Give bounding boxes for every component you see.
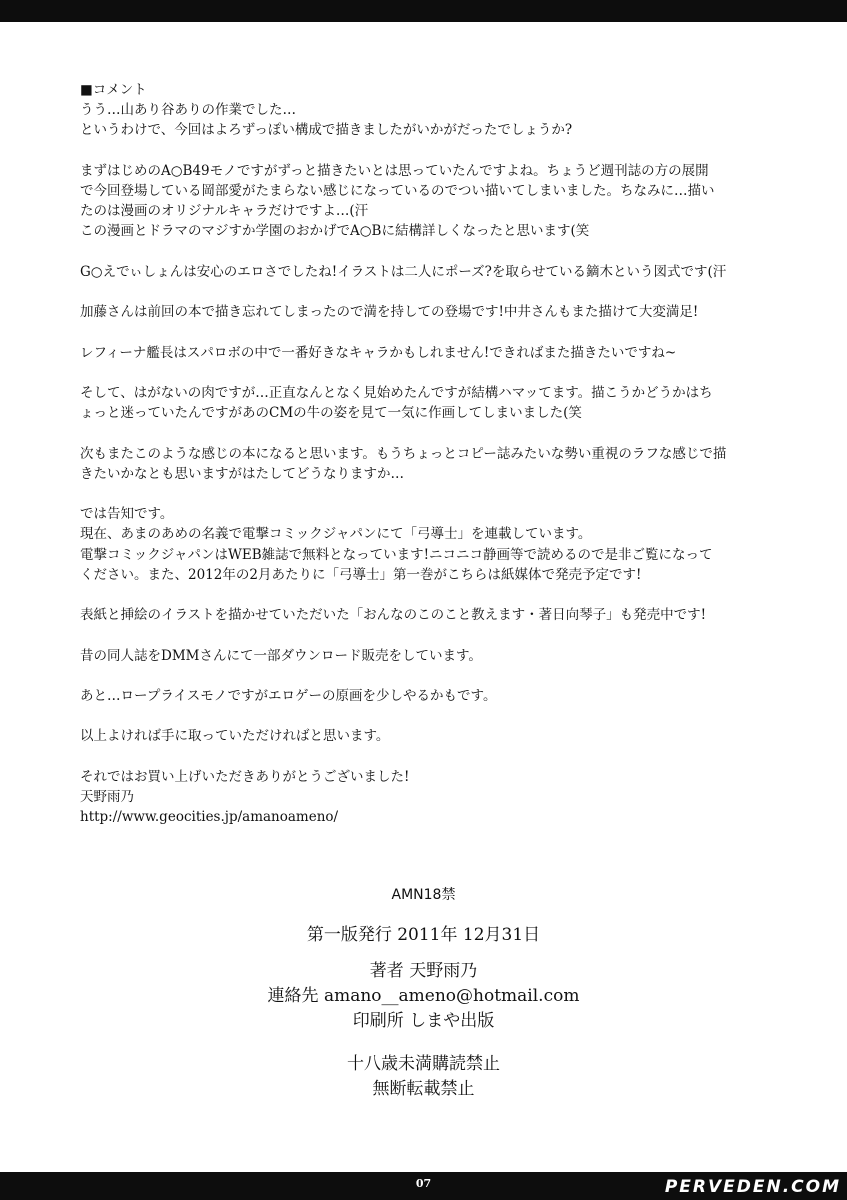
comment-line: レフィーナ艦長はスパロボの中で一番好きなキャラかもしれません!できればまた描きたいですね~ bbox=[80, 344, 677, 361]
reprint-warning: 無断転載禁止 bbox=[372, 1079, 475, 1099]
comment-line: この漫画とドラマのマジすか学園のおかげでA○Bに結構詳しくなったと思います(笑 bbox=[80, 223, 590, 240]
comment-line: というわけで、今回はよろずっぽい構成で描きましたがいかがだったでしょうか? bbox=[80, 122, 573, 139]
edition-date: 第一版発行 2011年 12月31日 bbox=[306, 925, 541, 945]
comment-line: 昔の同人誌をDMMさんにて一部ダウンロード販売をしています。 bbox=[80, 647, 482, 664]
comment-line: うう…山あり谷ありの作業でした… bbox=[80, 102, 296, 119]
comment-line: 次もまたこのような感じの本になると思います。もうちょっとコピー誌みたいな勢い重視のラフな感じで描 bbox=[80, 445, 727, 462]
paragraph-gap bbox=[80, 242, 780, 262]
top-border bbox=[0, 0, 847, 22]
paragraph-gap bbox=[80, 363, 780, 383]
paragraph-gap bbox=[80, 585, 780, 605]
watermark-text: PERVEDEN.COM bbox=[664, 1177, 841, 1197]
comment-line: ■コメント bbox=[80, 82, 147, 98]
paragraph-gap bbox=[80, 666, 780, 686]
comment-line: 加藤さんは前回の本で描き忘れてしまったので満を持しての登場です!中井さんもまた描けて大変満足! bbox=[80, 304, 699, 321]
age-warning: 十八歳未満購読禁止 bbox=[347, 1054, 500, 1074]
printer-credit: 印刷所 しまや出版 bbox=[352, 1011, 495, 1031]
comment-line: たのは漫画のオリジナルキャラだけですよ…(汗 bbox=[80, 203, 369, 220]
comment-line: 天野雨乃 bbox=[80, 788, 134, 805]
contact-email: 連絡先 amano__ameno@hotmail.com bbox=[267, 986, 580, 1006]
paragraph-gap bbox=[80, 484, 780, 504]
comment-line: あと…ロープライスモノですがエロゲーの原画を少しやるかもです。 bbox=[80, 687, 497, 704]
comment-line: それではお買い上げいただきありがとうございました! bbox=[80, 768, 410, 785]
paragraph-gap bbox=[80, 322, 780, 342]
comment-line: 表紙と挿絵のイラストを描かせていただいた「おんなのこのこと教えます・著日向琴子」も発売中です! bbox=[80, 607, 707, 624]
comment-section bbox=[80, 80, 780, 827]
paragraph-gap bbox=[80, 141, 780, 161]
comment-line: 現在、あまのあめの名義で電撃コミックジャパンにて「弓導士」を連載しています。 bbox=[80, 526, 592, 543]
comment-line: で今回登場している岡部愛がたまらない感じになっているのでつい描いてしまいました。ちなみに…描い bbox=[80, 183, 715, 199]
comment-line: まずはじめのA○B49モノですがずっと描きたいとは思っていたんですよね。ちょうど週刊誌の方の展開 bbox=[80, 162, 709, 179]
page-number: 07 bbox=[415, 1177, 432, 1190]
paragraph-gap bbox=[80, 423, 780, 443]
rating-label: AMN18禁 bbox=[391, 887, 456, 903]
author-credit: 著者 天野雨乃 bbox=[369, 961, 478, 981]
comment-line: そして、はがないの肉ですが…正直なんとなく見始めたんですが結構ハマッてます。描こうかどうかはち bbox=[80, 384, 713, 401]
comment-line: きたいかなとも思いますがはたしてどうなりますか… bbox=[80, 465, 404, 482]
comment-line: 電撃コミックジャパンはWEB雑誌で無料となっています!ニコニコ静画等で読めるので是非ご覧になって bbox=[80, 546, 713, 563]
comment-line: では告知です。 bbox=[80, 506, 174, 523]
warning-block bbox=[0, 1052, 847, 1102]
comment-line: ょっと迷っていたんですがあのCMの牛の姿を見て一気に作画してしまいました(笑 bbox=[80, 405, 582, 422]
paragraph-gap bbox=[80, 747, 780, 767]
paragraph-gap bbox=[80, 282, 780, 302]
paragraph-gap bbox=[80, 625, 780, 645]
comment-line: http://www.geocities.jp/amanoameno/ bbox=[80, 809, 339, 826]
colophon bbox=[0, 884, 847, 1102]
comment-line: G○えでぃしょんは安心のエロさでしたね!イラストは二人にポーズ?を取らせている鏑木という図式です(汗 bbox=[80, 263, 727, 280]
paragraph-gap bbox=[80, 706, 780, 726]
comment-line: 以上よければ手に取っていただければと思います。 bbox=[80, 728, 390, 745]
comment-line: ください。また、2012年の2月あたりに「弓導士」第一巻がこちらは紙媒体で発売予定です! bbox=[80, 566, 642, 583]
